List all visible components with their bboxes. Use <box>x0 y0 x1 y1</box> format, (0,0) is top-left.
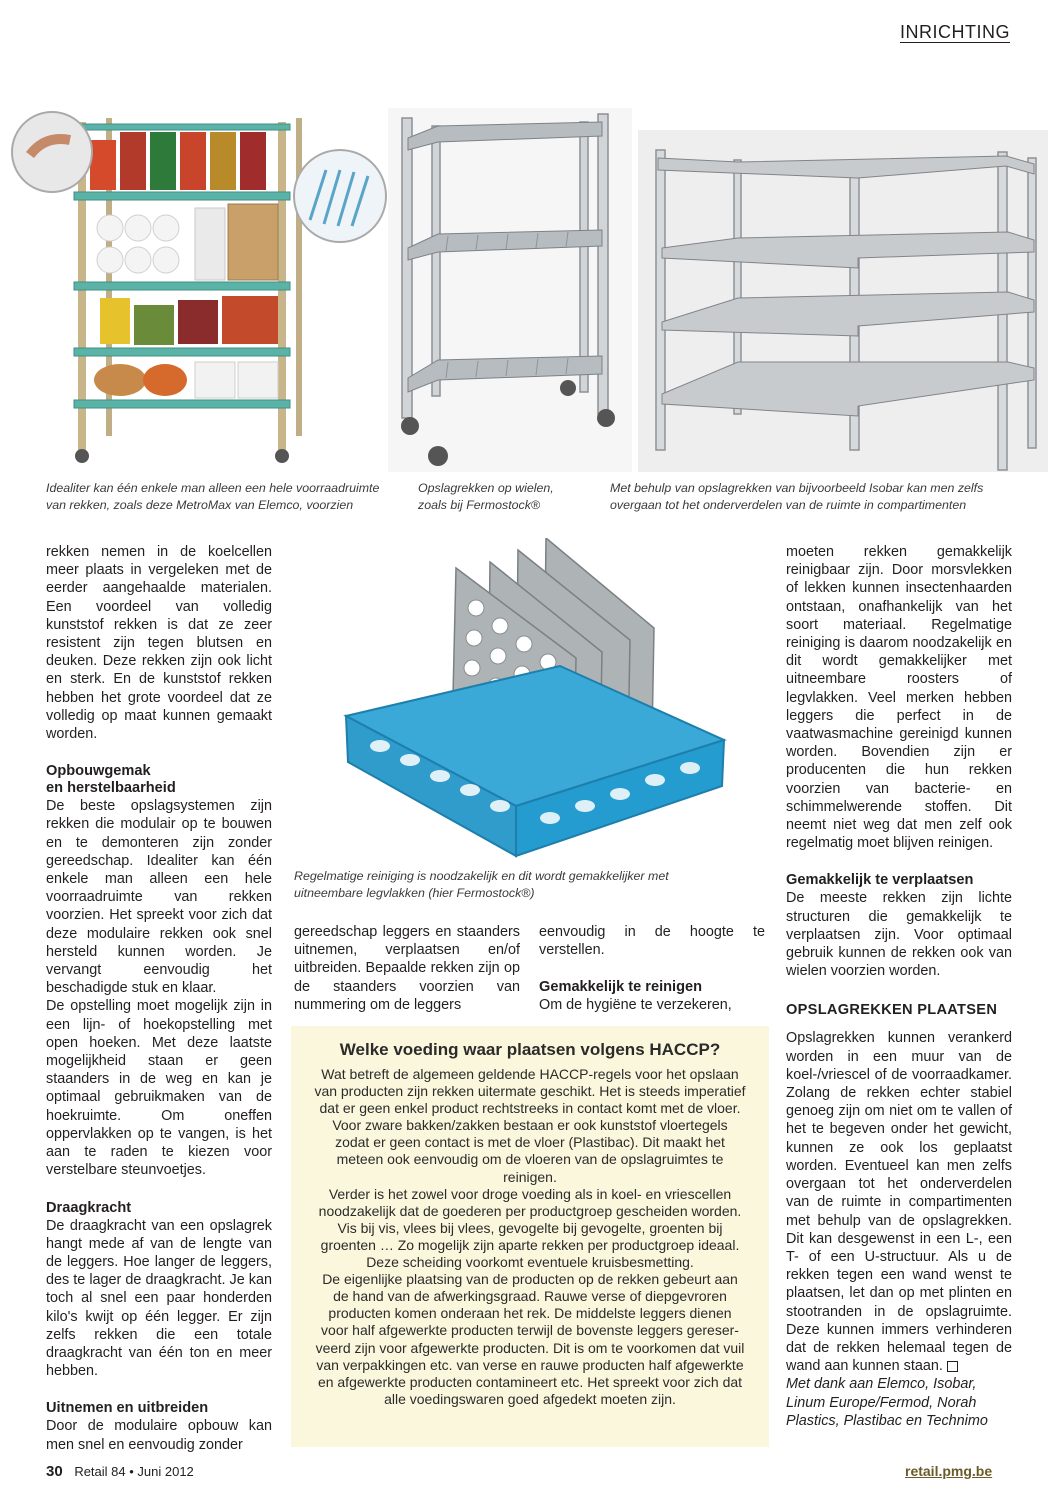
haccp-box-line: Voor zware bakken/zakken bestaan er ook kunststof vloertegels <box>332 1117 728 1134</box>
footer-left <box>46 1463 194 1480</box>
haccp-box-line: meteen ook eenvoudig om de vloeren van de opslagruimtes te <box>336 1151 724 1168</box>
haccp-box-line: Wat betreft de algemeen geldende HACCP-regels voor het opslaan <box>321 1066 739 1082</box>
col1-intro: rekken nemen in de koelcellen meer plaats in vergeleken met de eerder aangehaalde materialen. Een voordeel van volledig kunststof rekken is dat ze zeer resistent zijn tegen blutsen en deuken. Deze rekken zijn ook licht en sterk. En de kunststof rekken hebben het grote voordeel dat ze volledig op maat kunnen gemaakt worden. <box>46 544 272 743</box>
caption-photo-1: Idealiter kan één enkele man alleen een hele voorraadruimte van rekken, zoals deze MetroMax van Elemco, voorzien <box>46 481 380 512</box>
caption-photo-3: Met behulp van opslagrekken van bijvoorbeeld Isobar kan men zelfs overgaan tot het onderverdelen van de ruimte in compartimenten <box>610 481 984 512</box>
haccp-box-line: voor half afgewerkte producten terwijl de bovenste leggers gereser- <box>321 1322 739 1339</box>
end-mark-icon <box>947 1361 958 1372</box>
photo-metromax-shelving <box>10 100 390 472</box>
haccp-box-line: Vis bij vis, vlees bij vlees, gevogelte bij gevogelte, groenten bij <box>337 1219 723 1236</box>
col3-p2: Om de hygiëne te verzekeren, <box>539 997 732 1014</box>
photo-isobar-corner-shelving <box>638 130 1048 472</box>
column-3 <box>539 923 765 1015</box>
haccp-box-line: en afgewerkte producten contamineert etc. Het spreekt voor zich dat <box>317 1373 743 1390</box>
photo-dishwasher-crate <box>340 538 730 862</box>
haccp-box-line: reinigen. <box>503 1168 557 1185</box>
issue-info: Retail 84 • Juni 2012 <box>74 1464 194 1479</box>
caption-photo-2: Opslagrekken op wielen, zoals bij Fermostock® <box>418 481 554 512</box>
haccp-box-line: alle voedingswaren goed afgedekt moeten zijn. <box>384 1390 676 1407</box>
col4-p3: Opslagrekken kunnen verankerd worden in een muur van de koel-/vriescel of de voorraadkamer. Zolang de rekken echter stabiel genoeg zijn om niet om te vallen of het te begeven onder het gewicht, kunnen ze ook los geplaatst worden. Eventueel kan men zelfs overgaan tot het onderverdelen van de ruimte in compartimenten met behulp van de opslagrekken. Dit kan desgewenst in een L-, een T- of een U-structuur. Als u de rekken tegen een wand wenst te plaatsen, let dan op met plinten en stootranden in de opslagruimte. Deze kunnen immers verhinderen dat de rekken helemaal tegen de wand aan kunnen staan. <box>786 1030 1012 1375</box>
haccp-box-line: zodat er geen contact is met de vloer (Plastibac). Dit maakt het <box>335 1134 725 1151</box>
caption-photo-4: Regelmatige reiniging is noodzakelijk en dit wordt gemakkelijker met uitneembare legvlakken (hier Fermostock®) <box>294 869 669 900</box>
haccp-box-body <box>291 1066 769 1408</box>
column-4 <box>786 543 1012 1430</box>
heading-opbouwgemak: Opbouwgemak en herstelbaarheid <box>46 763 176 797</box>
heading-draagkracht: Draagkracht <box>46 1199 132 1216</box>
haccp-box-line: van verpakkingen etc. van verse en rauwe producten half afgewerkte <box>316 1356 744 1373</box>
haccp-box-line: Verder is het zowel voor droge voeding als in koel- en vriescellen <box>328 1185 732 1202</box>
col4-thanks: Met dank aan Elemco, Isobar, Linum Europe/Fermod, Norah Plastics, Plastibac en Technimo <box>786 1376 988 1429</box>
col4-p2: De meeste rekken zijn lichte structuren die gemakkelijk te verplaatsen zijn. Voor optimaal gebruik kunnen de rekken ook van wielen voorzien worden. <box>786 890 1012 980</box>
haccp-box-title: Welke voeding waar plaatsen volgens HACCP? <box>339 1040 721 1059</box>
heading-opslagrekken-plaatsen: OPSLAGREKKEN PLAATSEN <box>786 1002 998 1019</box>
haccp-box-line: van producten zijn rekken uitermate geschikt. Het is steeds imperatief <box>314 1083 746 1100</box>
col3-p1: eenvoudig in de hoogte te verstellen. <box>539 924 765 959</box>
haccp-box-line: veerd zijn voor afgewerkte producten. Dit is om te voorkomen dat vuil <box>315 1339 745 1356</box>
haccp-box-line: noodzakelijk dat de goederen per productgroep gescheiden worden. <box>318 1202 742 1219</box>
heading-reinigen: Gemakkelijk te reinigen <box>539 979 703 996</box>
haccp-box-line: De eigenlijke plaatsing van de producten op de rekken gebeurt aan <box>322 1271 738 1288</box>
column-2 <box>294 923 520 1014</box>
col2-p1: gereedschap leggers en staanders uitnemen, verplaatsen en/of uitbreiden. Bepaalde rekken zijn op de staanders voorzien van nummering om de leggers <box>294 924 520 1013</box>
page-number: 30 <box>46 1463 63 1480</box>
col1-p2: De opstelling moet mogelijk zijn in een lijn- of hoekopstelling met open hoeken. Met deze laatste mogelijkheid staan er geen staanders in de weg en kan je optimaal gebruikmaken van de hoekruimte. Om oneffen oppervlakken op te vangen, is het aan te raden te kiezen voor verstelbare steunvoetjes. <box>46 998 272 1179</box>
haccp-box-line: groenten … Zo mogelijk zijn aparte rekken per productgroep ideaal. <box>320 1236 740 1253</box>
haccp-box-line: producten komen onderaan het rek. De middelste leggers dienen <box>328 1305 732 1322</box>
photo-wheeled-shelving <box>388 108 632 472</box>
haccp-box-line: Deze scheiding voorkomt eventuele kruisbesmetting. <box>366 1254 694 1271</box>
footer-url-link[interactable]: retail.pmg.be <box>905 1463 993 1479</box>
col1-p3: De draagkracht van een opslagrek hangt mede af van de lengte van de leggers. Hoe langer de leggers, des te lager de draagkracht. Je kan toch al snel een paar honderden kilo's kwijt op één legger. Er zijn zelfs rekken die een totale draagkracht van één ton en meer hebben. <box>46 1217 272 1380</box>
col1-p1: De beste opslagsystemen zijn rekken die modulair op te bouwen en te demonteren zijn zonder gereedschap. Idealiter kan één enkele man alleen een hele voorraadruimte van rekken voorzien. Het spreekt voor zich dat deze modulaire rekken ook snel hersteld kunnen worden. Je vervangt eenvoudig het beschadigde stuk en klaar. <box>46 798 272 997</box>
section-title: INRICHTING <box>900 22 1010 42</box>
col4-p1: moeten rekken gemakkelijk reinigbaar zijn. Door morsvlekken of lekken kunnen insectenhaarden ontstaan, onafhankelijk van het soort materiaal. Regelmatige reiniging is daarom noodzakelijk en dit wordt gemakkelijker met uitneembare roosters of legvlakken. Veel merken hebben leggers die perfect in de vaatwasmachine gereinigd kunnen worden. Bovendien zijn er producenten die hun rekken voorzien van bacterie- en schimmelwerende stoffen. Dit neemt niet weg dat men zelf ook regelmatig moet blijven reinigen. <box>786 544 1012 852</box>
col1-p4: Door de modulaire opbouw kan men snel en eenvoudig zonder <box>46 1418 272 1453</box>
haccp-box-line: dat er geen enkel product rechtstreeks in contact komt met de vloer. <box>319 1100 741 1117</box>
heading-verplaatsen: Gemakkelijk te verplaatsen <box>786 872 974 889</box>
haccp-box-line: de hand van de afwerkingsgraad. Rauwe verse of diepgevroren <box>333 1288 727 1305</box>
heading-uitnemen: Uitnemen en uitbreiden <box>46 1400 209 1417</box>
column-1 <box>46 543 272 1454</box>
haccp-box <box>291 1026 769 1447</box>
